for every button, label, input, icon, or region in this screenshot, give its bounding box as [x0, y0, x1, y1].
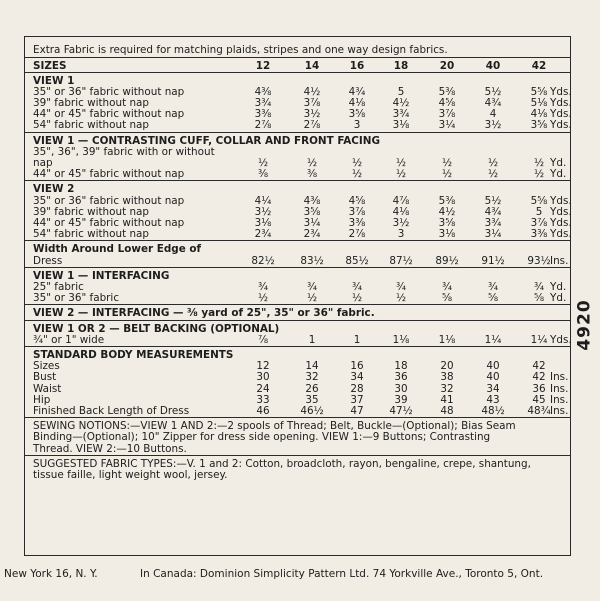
row-unit: Yds.: [550, 108, 572, 121]
row-value: 32: [305, 371, 319, 384]
row-unit: Ins.: [550, 371, 569, 384]
row-value: 34: [486, 382, 500, 395]
row-value: 1⅛: [392, 333, 410, 346]
row-value: 43: [486, 393, 500, 406]
row-value: 3⅜: [348, 216, 366, 229]
row-value: 3½: [392, 216, 410, 229]
row-value: 35: [305, 393, 319, 406]
row-value: 2⅞: [303, 119, 321, 132]
row-value: ⅝: [441, 292, 453, 305]
row-label: nap: [33, 156, 53, 169]
row-label: 35", 36", 39" fabric with or without: [33, 145, 215, 158]
row-value: 2⅞: [348, 228, 366, 241]
row-value: 4⅝: [438, 96, 456, 109]
row-value: ½: [351, 168, 363, 181]
yardage-chart-panel: [24, 36, 571, 556]
row-value: 4⅜: [254, 85, 272, 98]
section-title: VIEW 1 OR 2 — BELT BACKING (OPTIONAL): [33, 322, 280, 335]
row-value: 42: [532, 360, 546, 373]
size-column-header: 16: [349, 59, 365, 72]
section-title: VIEW 1 — CONTRASTING CUFF, COLLAR AND FRONT FACING: [33, 134, 380, 147]
size-column-header: 18: [393, 59, 409, 72]
row-value: 36: [532, 382, 546, 395]
row-value: 89½: [435, 254, 459, 267]
row-label: 54" fabric without nap: [33, 119, 150, 132]
size-column-header: 20: [439, 59, 455, 72]
row-value: 3¼: [484, 228, 502, 241]
row-value: 3⅜: [254, 108, 272, 121]
row-value: 48: [440, 404, 454, 417]
row-value: 2⅞: [254, 119, 272, 132]
divider-section: [25, 180, 570, 181]
row-value: ⅝: [533, 292, 545, 305]
row-unit: Yd.: [550, 280, 567, 293]
row-value: 30: [394, 382, 408, 395]
row-value: 2¾: [303, 228, 321, 241]
sewing-notions-line: Binding—(Optional); 10" Zipper for dress side opening. VIEW 1:—9 Buttons; Contrasting: [33, 431, 491, 444]
size-column-header: 42: [531, 59, 547, 72]
row-value: 34: [350, 371, 364, 384]
row-value: 5½: [484, 85, 502, 98]
divider-section: [25, 346, 570, 347]
row-value: 16: [350, 360, 364, 373]
row-value: 3: [353, 119, 361, 132]
row-value: 4¼: [254, 194, 272, 207]
row-value: ⅜: [257, 168, 269, 181]
row-value: ½: [395, 168, 407, 181]
row-label: 35" or 36" fabric without nap: [33, 85, 185, 98]
row-value: 3¾: [484, 216, 502, 229]
row-value: 24: [256, 382, 270, 395]
section-title: VIEW 2: [33, 183, 75, 196]
row-value: 47: [350, 404, 364, 417]
footer-canada-address: In Canada: Dominion Simplicity Pattern Ltd. 74 Yorkville Ave., Toronto 5, Ont.: [140, 568, 544, 580]
row-value: ½: [306, 292, 318, 305]
sewing-notions-line: SEWING NOTIONS:—VIEW 1 AND 2:—2 spools of Thread; Belt, Buckle—(Optional); Bias Seam: [33, 420, 516, 433]
row-value: 3⅛: [392, 119, 410, 132]
row-label: Finished Back Length of Dress: [33, 404, 190, 417]
row-unit: Yds.: [550, 119, 572, 132]
row-value: 28: [350, 382, 364, 395]
row-value: 3: [397, 228, 405, 241]
size-column-header: 12: [255, 59, 271, 72]
row-value: ⅝: [487, 292, 499, 305]
row-value: 3¾: [392, 108, 410, 121]
row-value: 40: [486, 360, 500, 373]
row-value: ½: [533, 168, 545, 181]
row-value: 3¾: [254, 96, 272, 109]
row-value: 3⅞: [348, 205, 366, 218]
row-value: 3⅛: [254, 216, 272, 229]
row-value: ¾: [257, 280, 269, 293]
row-value: ½: [441, 156, 453, 169]
row-value: 26: [305, 382, 319, 395]
row-value: ¾: [441, 280, 453, 293]
row-value: 1¼: [530, 333, 548, 346]
section-title: VIEW 1 — INTERFACING: [33, 269, 170, 282]
row-value: 45: [532, 393, 546, 406]
row-value: 20: [440, 360, 454, 373]
row-unit: Yds.: [550, 205, 572, 218]
row-value: ¾: [306, 280, 318, 293]
row-value: 3⅜: [530, 228, 548, 241]
row-label: Dress: [33, 254, 63, 267]
row-value: 4¾: [484, 205, 502, 218]
row-value: 4¾: [348, 85, 366, 98]
row-value: 82½: [251, 254, 275, 267]
row-value: ½: [306, 156, 318, 169]
row-value: ½: [257, 292, 269, 305]
row-value: 4⅜: [303, 194, 321, 207]
row-value: 4: [489, 108, 497, 121]
row-value: 4½: [303, 85, 321, 98]
row-value: 40: [486, 371, 500, 384]
row-value: ¾: [533, 280, 545, 293]
fabric-types-line: tissue faille, light weight wool, jersey.: [33, 468, 228, 481]
row-label: 35" or 36" fabric: [33, 292, 120, 305]
section-title: VIEW 1: [33, 74, 75, 87]
row-value: 39: [394, 393, 408, 406]
row-label: ¾" or 1" wide: [33, 333, 105, 346]
divider-sizes: [25, 72, 570, 73]
row-unit: Yds.: [550, 96, 572, 109]
row-value: 4⅛: [392, 205, 410, 218]
row-value: ¾: [395, 280, 407, 293]
section-title: Width Around Lower Edge of: [33, 243, 202, 256]
row-value: ½: [351, 156, 363, 169]
row-value: 87½: [389, 254, 413, 267]
row-value: 5⅝: [530, 85, 548, 98]
size-column-header: 40: [485, 59, 501, 72]
row-value: 83½: [300, 254, 324, 267]
row-unit: Ins.: [550, 254, 569, 267]
row-value: 32: [440, 382, 454, 395]
row-unit: Yds.: [550, 85, 572, 98]
row-unit: Yds.: [550, 194, 572, 207]
row-value: ½: [257, 156, 269, 169]
row-value: 5⅜: [438, 85, 456, 98]
row-value: 3½: [254, 205, 272, 218]
row-label: 54" fabric without nap: [33, 228, 150, 241]
row-value: 4¾: [484, 96, 502, 109]
row-label: 44" or 45" fabric without nap: [33, 108, 185, 121]
row-label: Hip: [33, 393, 51, 406]
row-value: ½: [533, 156, 545, 169]
row-value: ¾: [351, 280, 363, 293]
row-value: 14: [305, 360, 319, 373]
row-label: 44" or 45" fabric without nap: [33, 168, 185, 181]
row-unit: Yds.: [550, 228, 572, 241]
row-value: 46: [256, 404, 270, 417]
row-value: ¾: [487, 280, 499, 293]
row-value: 5⅜: [438, 194, 456, 207]
row-value: 5⅝: [530, 194, 548, 207]
row-value: 3⅛: [438, 228, 456, 241]
pattern-number-side: [573, 292, 597, 358]
row-unit: Yd.: [550, 292, 567, 305]
row-unit: Ins.: [550, 382, 569, 395]
row-value: 1: [308, 333, 316, 346]
row-value: 85½: [345, 254, 369, 267]
row-value: 1⅛: [438, 333, 456, 346]
row-value: 12: [256, 360, 270, 373]
row-value: 48¾: [527, 404, 551, 417]
divider-section: [25, 267, 570, 268]
row-value: 48½: [481, 404, 505, 417]
row-value: ½: [487, 156, 499, 169]
row-label: Bust: [33, 371, 57, 384]
row-value: 37: [350, 393, 364, 406]
row-unit: Yd.: [550, 156, 567, 169]
row-value: 1: [353, 333, 361, 346]
row-label: Waist: [33, 382, 62, 395]
divider-header: [25, 57, 570, 58]
pattern-number: 4920: [575, 299, 596, 351]
row-value: 3½: [303, 108, 321, 121]
row-value: 4½: [438, 205, 456, 218]
footer-address: New York 16, N. Y.: [4, 568, 98, 580]
section-title: STANDARD BODY MEASUREMENTS: [33, 348, 234, 361]
section-title: VIEW 2 — INTERFACING — ⅜ yard of 25", 35" or 36" fabric.: [33, 307, 375, 320]
row-value: 4½: [392, 96, 410, 109]
row-value: 3¼: [303, 216, 321, 229]
row-value: 4⅛: [530, 108, 548, 121]
row-label: Sizes: [33, 360, 60, 373]
row-value: ⅞: [257, 333, 269, 346]
sewing-notions-line: Thread. VIEW 2:—10 Buttons.: [33, 442, 187, 455]
row-value: 4⅞: [392, 194, 410, 207]
row-value: 47½: [389, 404, 413, 417]
row-value: 3⅝: [348, 108, 366, 121]
row-value: 3⅞: [438, 108, 456, 121]
row-value: ⅜: [306, 168, 318, 181]
row-value: 5½: [484, 194, 502, 207]
row-value: 5: [535, 205, 543, 218]
row-unit: Ins.: [550, 404, 569, 417]
row-value: 5⅛: [530, 96, 548, 109]
row-value: 5: [397, 85, 405, 98]
row-value: 41: [440, 393, 454, 406]
row-value: 4⅛: [348, 96, 366, 109]
row-label: 35" or 36" fabric without nap: [33, 194, 185, 207]
divider-section: [25, 304, 570, 305]
row-value: ½: [395, 292, 407, 305]
divider-section: [25, 132, 570, 133]
row-value: 3⅞: [303, 96, 321, 109]
row-unit: Yd.: [550, 168, 567, 181]
row-value: 3⅝: [530, 119, 548, 132]
row-value: 93½: [527, 254, 551, 267]
row-value: 36: [394, 371, 408, 384]
row-value: 4⅝: [348, 194, 366, 207]
row-label: 39" fabric without nap: [33, 96, 150, 109]
row-value: ½: [487, 168, 499, 181]
row-value: 30: [256, 371, 270, 384]
divider-section: [25, 417, 570, 418]
row-value: 46½: [300, 404, 324, 417]
row-value: 3½: [484, 119, 502, 132]
row-value: ½: [351, 292, 363, 305]
row-value: 3¼: [438, 119, 456, 132]
row-value: ½: [395, 156, 407, 169]
row-value: 1¼: [484, 333, 502, 346]
row-value: 3⅞: [530, 216, 548, 229]
row-unit: Yds.: [550, 333, 572, 346]
row-value: 18: [394, 360, 408, 373]
row-label: 39" fabric without nap: [33, 205, 150, 218]
sizes-label: SIZES: [33, 59, 67, 72]
row-value: 2¾: [254, 228, 272, 241]
row-value: 3⅝: [438, 216, 456, 229]
fabric-types-line: SUGGESTED FABRIC TYPES:—V. 1 and 2: Cotton, broadcloth, rayon, bengaline, crepe, shantung,: [33, 457, 531, 470]
row-value: 3⅝: [303, 205, 321, 218]
size-column-header: 14: [304, 59, 320, 72]
divider-notions: [25, 455, 570, 456]
row-unit: Ins.: [550, 393, 569, 406]
header-note: Extra Fabric is required for matching plaids, stripes and one way design fabrics.: [33, 44, 448, 56]
row-label: 44" or 45" fabric without nap: [33, 216, 185, 229]
row-unit: Yds.: [550, 216, 572, 229]
row-value: 38: [440, 371, 454, 384]
divider-section: [25, 240, 570, 241]
row-value: 42: [532, 371, 546, 384]
row-value: 33: [256, 393, 270, 406]
divider-section: [25, 320, 570, 321]
row-value: 91½: [481, 254, 505, 267]
row-label: 25" fabric: [33, 280, 84, 293]
row-value: ½: [441, 168, 453, 181]
